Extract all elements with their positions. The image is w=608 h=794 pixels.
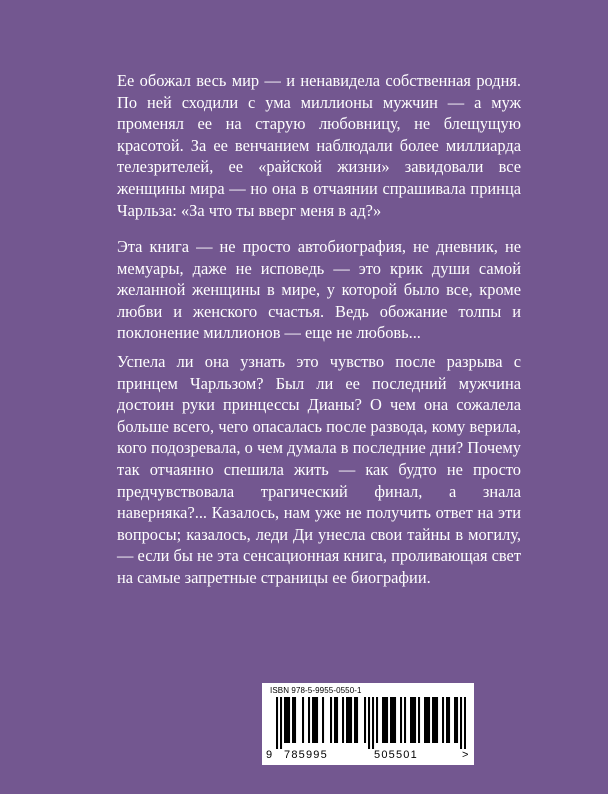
barcode-bar [364,697,366,743]
barcode-quiet-zone-arrow: > [462,749,469,761]
barcode-digits-right: 505501 [374,749,418,761]
paragraph-1-text: Ее обожал весь мир — и ненавидела собственная родня. По ней сходили с ума миллионы мужчин — а муж променял ее на старую любовницу, не блещущую красотой. За ее венчанием наблюдали более миллиарда телезрителей, ее «райской жизни» завидовали все женщины мира — но она в отчаянии спрашивала принца Чарльза: «За что ты вверг меня в ад?» [117,71,521,220]
barcode-bar [434,697,436,743]
barcode-bar [426,697,428,743]
barcode-bar [384,697,386,743]
barcode-guard-bar [280,697,282,749]
barcode-bar [428,697,430,743]
barcode-bar [322,697,324,743]
barcode-bar [316,697,318,743]
barcode-bar [410,697,412,743]
barcode-bar [432,697,434,743]
barcode-bar [446,697,448,743]
barcode-bar [404,697,406,743]
barcode-bar [436,697,438,743]
barcode-guard-bar [276,697,278,749]
barcode-bar [286,697,288,743]
barcode-bar [354,697,356,743]
barcode-bar [418,697,420,743]
barcode-guard-bar [372,697,374,749]
barcode-bar [394,697,396,743]
barcode-bar [356,697,358,743]
paragraph-questions [117,351,521,589]
isbn-label: ISBN 978-5-9955-0550-1 [270,686,362,695]
barcode-bar [414,697,416,743]
barcode-digits-left: 785995 [284,749,328,761]
barcode-bar [342,697,344,743]
barcode-bar [284,697,286,743]
barcode-bar [442,697,444,743]
barcode-bar [312,697,314,743]
barcode-guard-bar [368,697,370,749]
barcode-bar [386,697,388,743]
barcode-bars [276,697,466,749]
barcode-guard-bar [464,697,466,749]
barcode-bar [336,697,338,743]
paragraph-2-text: Эта книга — не просто автобиография, не дневник, не мемуары, даже не исповедь — это крик души самой желанной женщины в мире, у которой было все, кроме любви и женского счастья. Ведь обожание толпы и поклонение миллионов — еще не любовь... [117,237,521,343]
barcode-bar [390,697,392,743]
barcode-bar [454,697,456,743]
barcode-bar [392,697,394,743]
barcode-bar [302,697,304,743]
barcode-bar [424,697,426,743]
barcode-bar [456,697,458,743]
barcode-bar [350,697,352,743]
paragraph-intro [117,70,521,221]
barcode-bar [382,697,384,743]
barcode-guard-bar [460,697,462,749]
barcode-bar [400,697,402,743]
barcode-bar [448,697,450,743]
isbn-barcode [262,683,474,765]
barcode-bar [308,697,310,743]
barcode-bar [348,697,350,743]
barcode-bar [376,697,378,743]
barcode-bar [314,697,316,743]
barcode-bar [288,697,290,743]
barcode-bar [346,697,348,743]
paragraph-book-description [117,236,521,344]
barcode-bar [330,697,332,743]
barcode-bar [412,697,414,743]
barcode-bar [292,697,294,743]
barcode-bar [334,697,336,743]
paragraph-3-text: Успела ли она узнать это чувство после разрыва с принцем Чарльзом? Был ли ее последний мужчина достоин руки принцессы Дианы? О чем она сожалела больше всего, чего опасалась после развода, кому верила, кого подозревала, о чем думала в последние дни? Почему так отчаянно спешила жить — как будто не просто предчувствовала трагический финал, а знала наверняка?... Казалось, нам уже не получить ответ на эти вопросы; казалось, леди Ди унесла свои тайны в могилу, — если бы не эта сенсационная книга, проливающая свет на самые запретные страницы ее биографии. [117,352,521,587]
barcode-bar [294,697,296,743]
barcode-digit-first: 9 [266,749,273,761]
